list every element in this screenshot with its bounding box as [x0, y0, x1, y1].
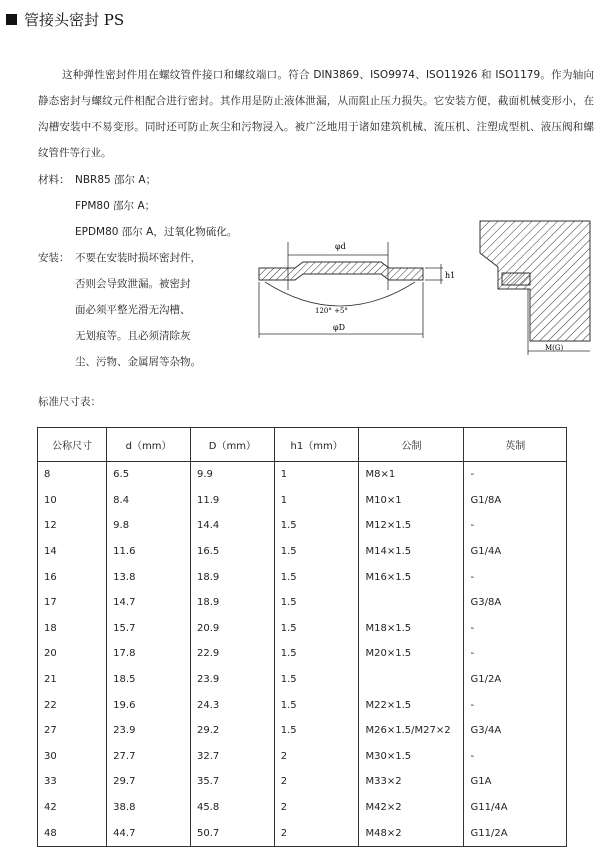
table-cell: 22	[38, 692, 107, 718]
table-cell: 2	[274, 769, 359, 795]
table-cell: G1/8A	[464, 488, 567, 514]
table-row	[38, 667, 567, 693]
square-bullet-icon	[6, 14, 17, 25]
table-label: 标准尺寸表：	[38, 396, 101, 408]
table-cell: 11.6	[107, 539, 191, 565]
table-cell: 1.5	[274, 564, 359, 590]
table-cell: 21	[38, 667, 107, 693]
page-title	[6, 9, 124, 30]
install-line: 不要在安装时损坏密封件，	[75, 252, 201, 264]
table-cell: 2	[274, 795, 359, 821]
table-cell: 18	[38, 616, 107, 642]
table-cell: 16.5	[190, 539, 274, 565]
header-metric: 公制	[359, 428, 464, 462]
table-cell: M33×2	[359, 769, 464, 795]
table-cell: G1/2A	[464, 667, 567, 693]
table-row	[38, 564, 567, 590]
table-cell: 20.9	[190, 616, 274, 642]
standard-size-table	[37, 427, 567, 847]
table-cell: 32.7	[190, 744, 274, 770]
table-cell: 1.5	[274, 590, 359, 616]
table-row	[38, 539, 567, 565]
table-cell	[359, 667, 464, 693]
table-cell: 1.5	[274, 616, 359, 642]
table-row	[38, 616, 567, 642]
table-cell: 17	[38, 590, 107, 616]
table-cell: -	[464, 564, 567, 590]
table-cell: 1.5	[274, 539, 359, 565]
table-cell: G1A	[464, 769, 567, 795]
table-cell: 18.9	[190, 590, 274, 616]
table-cell: 27.7	[107, 744, 191, 770]
table-cell: 13.8	[107, 564, 191, 590]
table-cell: G11/2A	[464, 820, 567, 846]
table-cell: 48	[38, 820, 107, 846]
table-cell: 30	[38, 744, 107, 770]
install-label: 安装：	[38, 252, 70, 264]
install-line: 尘、污物、金属屑等杂物。	[75, 356, 201, 368]
table-cell: 2	[274, 744, 359, 770]
header-D: D（mm）	[190, 428, 274, 462]
table-cell: 18.5	[107, 667, 191, 693]
table-cell: M26×1.5/M27×2	[359, 718, 464, 744]
table-cell: M8×1	[359, 462, 464, 488]
table-row	[38, 641, 567, 667]
table-cell: 38.8	[107, 795, 191, 821]
table-cell: 24.3	[190, 692, 274, 718]
table-cell: G1/4A	[464, 539, 567, 565]
table-cell: 33	[38, 769, 107, 795]
table-row	[38, 488, 567, 514]
thread-label: M(G)	[545, 344, 564, 352]
thread-port-diagram	[470, 215, 595, 360]
table-cell: 9.9	[190, 462, 274, 488]
table-cell: -	[464, 513, 567, 539]
install-line: 面必须平整光滑无沟槽、	[75, 304, 191, 316]
table-cell: G3/4A	[464, 718, 567, 744]
table-cell: M42×2	[359, 795, 464, 821]
table-cell: 15.7	[107, 616, 191, 642]
table-cell: M16×1.5	[359, 564, 464, 590]
table-cell: 20	[38, 641, 107, 667]
material-item: NBR85 邵尔 A；	[75, 174, 157, 186]
table-cell: 19.6	[107, 692, 191, 718]
table-cell: -	[464, 692, 567, 718]
table-cell: M48×2	[359, 820, 464, 846]
table-cell: 50.7	[190, 820, 274, 846]
materials-label: 材料：	[38, 174, 70, 186]
table-cell: 8.4	[107, 488, 191, 514]
table-cell: 14.4	[190, 513, 274, 539]
table-row	[38, 769, 567, 795]
table-cell: 6.5	[107, 462, 191, 488]
page-title-text: 管接头密封 PS	[24, 11, 125, 29]
d-dimension-label: φd	[335, 242, 346, 251]
header-h1: h1（mm）	[274, 428, 359, 462]
install-text	[75, 245, 255, 375]
table-row	[38, 718, 567, 744]
header-d: d（mm）	[107, 428, 191, 462]
table-cell: 1	[274, 462, 359, 488]
table-row	[38, 692, 567, 718]
table-cell	[359, 590, 464, 616]
table-cell: 45.8	[190, 795, 274, 821]
table-cell: 27	[38, 718, 107, 744]
table-cell: 14	[38, 539, 107, 565]
table-cell: G11/4A	[464, 795, 567, 821]
table-cell: 23.9	[107, 718, 191, 744]
table-cell: M20×1.5	[359, 641, 464, 667]
material-item: EPDM80 邵尔 A，过氧化物硫化。	[75, 226, 238, 238]
table-cell: 44.7	[107, 820, 191, 846]
table-cell: 29.7	[107, 769, 191, 795]
table-cell: 16	[38, 564, 107, 590]
table-cell: M12×1.5	[359, 513, 464, 539]
table-cell: 1.5	[274, 667, 359, 693]
table-header-row	[38, 428, 567, 462]
table-cell: 1.5	[274, 718, 359, 744]
header-imperial: 英制	[464, 428, 567, 462]
table-row	[38, 820, 567, 846]
table-cell: 23.9	[190, 667, 274, 693]
intro-paragraph: 这种弹性密封件用在螺纹管件接口和螺纹端口。符合 DIN3869、ISO9974、ISO11926 和 ISO1179。作为轴向静态密封与螺纹元件相配合进行密封。其作用是防止液体泄漏，从而阻止压力损失。它安装方便，截面机械变形小，在沟槽安装中不易变形。同时还可防止灰尘和污物浸入。被广泛地用于诸如建筑机械、流压机、注塑成型机、液压阀和螺纹管件等行业。	[38, 69, 594, 159]
install-line: 无划痕等。且必须清除灰	[75, 330, 191, 342]
table-cell: 29.2	[190, 718, 274, 744]
table-cell: -	[464, 641, 567, 667]
table-cell: M10×1	[359, 488, 464, 514]
table-cell: G3/8A	[464, 590, 567, 616]
table-cell: M18×1.5	[359, 616, 464, 642]
table-cell: 1	[274, 488, 359, 514]
D-dimension-label: φD	[333, 323, 346, 332]
table-cell: 17.8	[107, 641, 191, 667]
table-cell: -	[464, 616, 567, 642]
table-cell: 11.9	[190, 488, 274, 514]
table-row	[38, 513, 567, 539]
table-cell: 1.5	[274, 513, 359, 539]
header-nominal-size: 公称尺寸	[38, 428, 107, 462]
table-cell: 14.7	[107, 590, 191, 616]
material-item: FPM80 邵尔 A；	[75, 200, 156, 212]
table-cell: 9.8	[107, 513, 191, 539]
table-cell: 18.9	[190, 564, 274, 590]
seal-cross-section-diagram	[255, 230, 470, 350]
table-row	[38, 744, 567, 770]
table-cell: 35.7	[190, 769, 274, 795]
table-cell: -	[464, 744, 567, 770]
table-cell: 1.5	[274, 692, 359, 718]
table-cell: M14×1.5	[359, 539, 464, 565]
h1-dimension-label: h1	[445, 271, 456, 280]
table-cell: 2	[274, 820, 359, 846]
table-row	[38, 462, 567, 488]
table-cell: 1.5	[274, 641, 359, 667]
angle-label: 120° +5°	[315, 307, 348, 315]
table-row	[38, 795, 567, 821]
table-cell: M22×1.5	[359, 692, 464, 718]
table-body	[38, 462, 567, 847]
table-cell: 12	[38, 513, 107, 539]
table-cell: M30×1.5	[359, 744, 464, 770]
table-row	[38, 590, 567, 616]
table-cell: 22.9	[190, 641, 274, 667]
install-line: 否则会导致泄漏。被密封	[75, 278, 191, 290]
table-cell: 8	[38, 462, 107, 488]
table-cell: 42	[38, 795, 107, 821]
table-cell: 10	[38, 488, 107, 514]
table-cell: -	[464, 462, 567, 488]
